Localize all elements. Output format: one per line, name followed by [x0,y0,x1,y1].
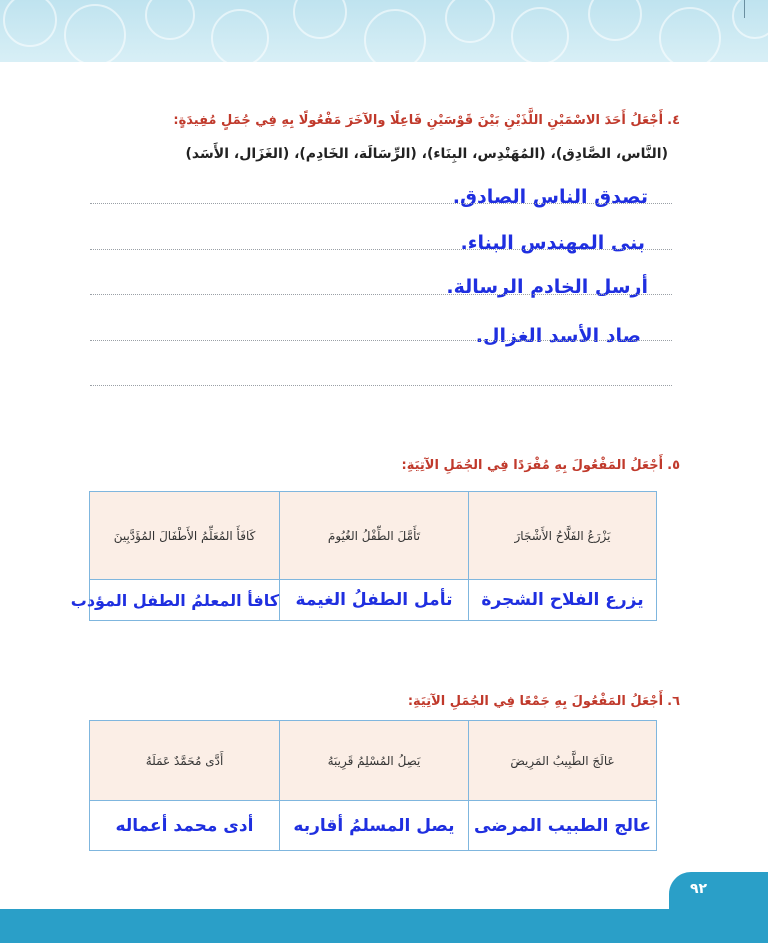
exercise-5-prompt-3: كَافَأَ المُعَلِّمُ الأَطْفَالَ المُؤَدَّبِينَ [90,492,280,580]
exercise-6-prompt-1: عَالَجَ الطَّبِيبُ المَرِيضَ [469,721,657,801]
page-number: ٩٢ [690,881,708,897]
exercise-6-instruction: أَجْعَلُ المَفْعُولَ بِهِ جَمْعًا فِي الجُمَلِ الآتِيَةِ: [407,694,664,709]
answer-line [90,385,672,386]
exercise-4-instruction: أَجْعَلُ أَحَدَ الاسْمَيْنِ اللَّذَيْنِ بَيْنَ قَوْسَيْنِ فَاعِلًا والآخَرَ مَفْعُولًا بِهِ فِي جُمَلٍ مُفِيدَةٍ: [173,113,664,128]
exercise-6-answer-1: عالج الطبيب المرضى [469,801,657,851]
exercise-5-prompt-1: يَزْرَعُ الفَلَّاحُ الأَشْجَارَ [469,492,657,580]
answer-line [90,340,672,341]
exercise-5-answer-2: تأمل الطفلُ الغيمة [280,580,469,621]
exercise-4-answer-4: صاد الأسد الغزال. [475,325,641,347]
exercise-4-answer-1: تصدق الناس الصادق. [452,186,648,208]
exercise-6-heading [408,694,680,709]
exercise-5-prompt-2: تَأَمَّلَ الطِّفْلُ الغُيُومَ [280,492,469,580]
exercise-6-answer-3: أدى محمد أعماله [90,801,280,851]
exercise-6-answer-2: يصل المسلمُ أقاربه [280,801,469,851]
exercise-6-table [89,720,657,851]
exercise-4-word-pairs: (النَّاس، الصَّادِق)، (المُهَنْدِس، البِنَاء)، (الرِّسَالَة، الخَادِم)، (الغَزَال، الأَسَد) [185,146,668,162]
answer-line [90,294,672,295]
exercise-4-answer-2: بنى المهندس البناء. [460,232,645,254]
answer-line [90,249,672,250]
exercise-5-answer-1: يزرع الفلاح الشجرة [469,580,657,621]
exercise-6-number: ٦. [667,694,680,709]
exercise-5-number: ٥. [667,458,680,473]
exercise-5-heading [402,458,680,473]
exercise-6-prompt-2: يَصِلُ المُسْلِمُ قَرِيبَهُ [280,721,469,801]
exercise-4-heading [173,113,680,128]
answer-line [90,203,672,204]
footer-band [0,909,768,943]
page-number-tab [669,872,768,909]
exercise-5-instruction: أَجْعَلُ المَفْعُولَ بِهِ مُفْرَدًا فِي الجُمَلِ الآتِيَةِ: [401,458,664,473]
exercise-4-number: ٤. [667,113,680,128]
exercise-4-answer-3: أرسل الخادم الرسالة. [446,276,648,298]
exercise-5-answer-3: كافأ المعلمُ الطفل المؤدب [90,580,280,621]
exercise-6-prompt-3: أَدَّى مُحَمَّدٌ عَمَلَهُ [90,721,280,801]
exercise-5-table [70,491,657,621]
